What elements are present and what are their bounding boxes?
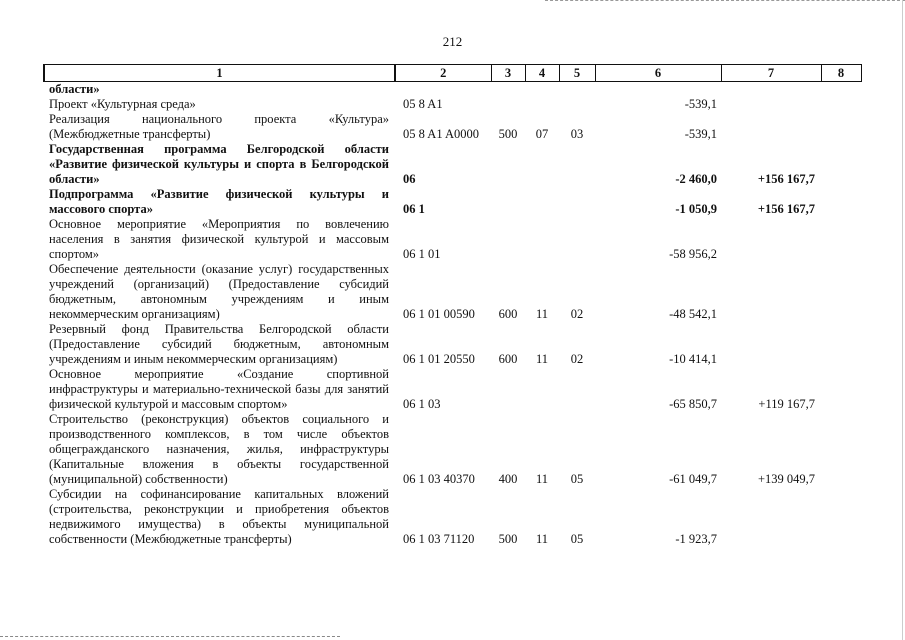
row-col-6-amount: -48 542,1	[669, 307, 717, 321]
row-col-8	[821, 487, 861, 547]
row-code: 06 1 03 71120	[403, 532, 475, 546]
table-row	[44, 82, 861, 98]
row-col-8	[821, 217, 861, 262]
row-col-8	[821, 187, 861, 217]
row-col-3: 600	[498, 352, 518, 366]
row-col-8	[821, 367, 861, 412]
row-col-7-amount: +119 167,7	[758, 397, 815, 411]
row-col-6-amount: -2 460,0	[675, 172, 717, 186]
row-col-6-amount: -65 850,7	[669, 397, 717, 411]
row-col-3	[491, 82, 525, 98]
row-description: Государственная программа Белгородской области «Развитие физической культуры и спорта в Белгородской области»	[49, 142, 389, 186]
row-col-4	[525, 142, 559, 187]
row-col-7-amount: +156 167,7	[757, 172, 815, 186]
row-description: Обеспечение деятельности (оказание услуг) государственных учреждений (организаций) (Предоставление субсидий бюджетным, автономным учреждениям и иным некоммерческим организациям)	[49, 262, 389, 321]
row-col-5: 05	[570, 532, 584, 546]
row-col-5	[559, 142, 595, 187]
header-col-4: 4	[525, 65, 559, 82]
row-description: Субсидии на софинансирование капитальных вложений (строительства, реконструкции и приобретения объектов недвижимого имущества) в объекты муниципальной собственности (Межбюджетные трансферты)	[49, 487, 389, 546]
row-col-3: 600	[498, 307, 518, 321]
row-col-8	[821, 112, 861, 142]
row-code: 06 1 03 40370	[403, 472, 475, 486]
row-col-6-amount	[595, 82, 721, 98]
row-col-7-amount	[721, 322, 821, 367]
table-row	[44, 412, 861, 487]
row-code: 06 1 01 20550	[403, 352, 475, 366]
header-col-3: 3	[491, 65, 525, 82]
row-col-4	[525, 217, 559, 262]
row-description: Подпрограмма «Развитие физической культуры и массового спорта»	[49, 187, 389, 216]
row-code: 05 8 A1 A0000	[403, 127, 480, 141]
row-col-5: 02	[570, 352, 584, 366]
row-col-6-amount: -1 050,9	[675, 202, 717, 216]
row-col-4: 11	[535, 352, 549, 366]
table-row	[44, 112, 861, 142]
row-col-5	[559, 217, 595, 262]
scan-edge-top	[545, 0, 905, 1]
row-description: Резервный фонд Правительства Белгородской области (Предоставление субсидий бюджетным, автономным учреждениям и иным некоммерческим организациям)	[49, 322, 389, 366]
row-col-6-amount: -58 956,2	[669, 247, 717, 261]
row-col-3	[491, 367, 525, 412]
row-description: Основное мероприятие «Мероприятия по вовлечению населения в занятия физической культурой и массовым спортом»	[49, 217, 389, 261]
table-row	[44, 142, 861, 187]
row-col-7-amount: +156 167,7	[757, 202, 815, 216]
table-row	[44, 487, 861, 547]
row-col-4	[525, 97, 559, 112]
header-col-1: 1	[44, 65, 395, 82]
scan-edge-right	[902, 0, 903, 640]
row-code: 06 1 03	[403, 397, 441, 411]
header-col-6: 6	[595, 65, 721, 82]
row-col-8	[821, 142, 861, 187]
row-col-5: 03	[570, 127, 584, 141]
scan-edge-bottom	[0, 636, 340, 637]
row-col-3	[491, 97, 525, 112]
row-col-6-amount: -10 414,1	[669, 352, 717, 366]
row-col-3	[491, 217, 525, 262]
row-description: Реализация национального проекта «Культура» (Межбюджетные трансферты)	[49, 112, 389, 141]
row-description: Проект «Культурная среда»	[49, 97, 196, 111]
row-col-3: 500	[498, 127, 518, 141]
row-col-6-amount: -539,1	[684, 97, 717, 111]
row-code: 06	[403, 172, 416, 186]
header-col-7: 7	[721, 65, 821, 82]
header-col-2: 2	[395, 65, 491, 82]
row-col-4	[525, 367, 559, 412]
header-col-8: 8	[821, 65, 861, 82]
row-col-8	[821, 97, 861, 112]
row-col-5	[559, 82, 595, 98]
header-col-5: 5	[559, 65, 595, 82]
table-row	[44, 187, 861, 217]
table-row	[44, 367, 861, 412]
row-col-5	[559, 187, 595, 217]
row-col-5	[559, 367, 595, 412]
column-number-header	[44, 65, 861, 82]
row-col-7-amount	[721, 97, 821, 112]
row-col-4: 11	[535, 307, 549, 321]
table-row	[44, 322, 861, 367]
row-col-4: 11	[535, 472, 549, 486]
row-col-8	[821, 412, 861, 487]
row-code: 06 1	[403, 202, 425, 216]
row-code: 05 8 A1	[403, 97, 443, 111]
row-col-3	[491, 142, 525, 187]
row-col-7-amount	[721, 262, 821, 322]
row-col-7-amount	[721, 112, 821, 142]
row-col-3: 500	[498, 532, 518, 546]
row-col-4	[525, 187, 559, 217]
row-col-8	[821, 322, 861, 367]
row-code: 06 1 01	[403, 247, 441, 261]
row-col-6-amount: -1 923,7	[675, 532, 717, 546]
row-col-8	[821, 262, 861, 322]
row-col-4: 07	[535, 127, 549, 141]
row-col-4	[525, 82, 559, 98]
row-col-7-amount	[721, 487, 821, 547]
row-description: Основное мероприятие «Создание спортивной инфраструктуры и материально-технической базы для занятий физической культурой и массовым спортом»	[49, 367, 389, 411]
row-col-7-amount	[721, 217, 821, 262]
page-number: 212	[442, 34, 463, 49]
table-row	[44, 97, 861, 112]
row-col-6-amount: -539,1	[684, 127, 717, 141]
row-code	[395, 82, 491, 98]
row-col-3	[491, 187, 525, 217]
row-col-3: 400	[498, 472, 518, 486]
table-row	[44, 217, 861, 262]
budget-table	[43, 64, 862, 547]
table-row	[44, 262, 861, 322]
row-col-4: 11	[535, 532, 549, 546]
row-col-7-amount	[721, 82, 821, 98]
row-col-6-amount: -61 049,7	[669, 472, 717, 486]
row-description: области»	[49, 82, 100, 96]
row-col-7-amount: +139 049,7	[757, 472, 815, 486]
table-body	[44, 82, 861, 548]
row-col-5: 05	[570, 472, 584, 486]
row-col-5: 02	[570, 307, 584, 321]
row-code: 06 1 01 00590	[403, 307, 475, 321]
row-description: Строительство (реконструкция) объектов социального и производственного комплексов, в том числе объектов общегражданского назначения, жилья, инфраструктуры (Капитальные вложения в объекты государственной (муниципальной) собственности)	[49, 412, 389, 486]
row-col-5	[559, 97, 595, 112]
row-col-8	[821, 82, 861, 98]
